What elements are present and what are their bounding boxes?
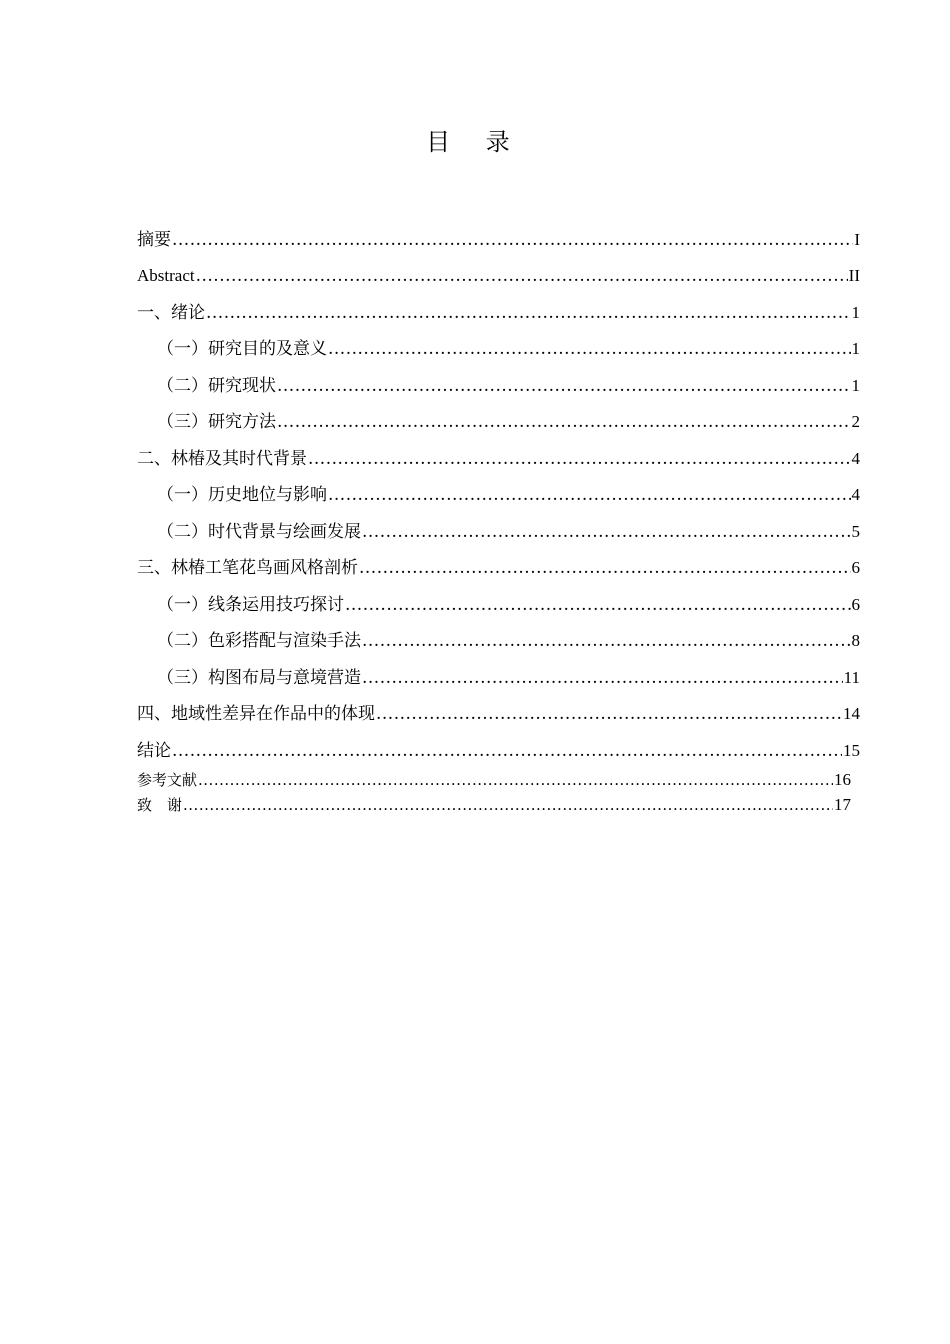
toc-entry-page: 6 (851, 594, 860, 614)
toc-entry[interactable] (137, 766, 851, 791)
table-of-contents (137, 218, 860, 816)
toc-entry-page: 17 (834, 794, 851, 814)
dot-leader (183, 794, 833, 816)
toc-entry-page: 1 (851, 302, 860, 322)
toc-entry-label: （二）研究现状 (157, 375, 276, 396)
toc-entry-page: II (848, 266, 860, 285)
toc-entry-page: 2 (851, 412, 860, 431)
toc-entry-label: （一）历史地位与影响 (157, 485, 327, 505)
toc-entry-label: 摘要 (137, 229, 171, 250)
dot-leader (362, 663, 843, 693)
toc-entry-page: 1 (851, 375, 860, 395)
toc-entry-label: 二、林椿及其时代背景 (137, 448, 307, 469)
toc-entry[interactable] (137, 218, 860, 255)
toc-subentry[interactable] (137, 401, 860, 438)
dot-leader (206, 298, 851, 328)
toc-entry-page: 1 (851, 339, 860, 358)
toc-entry-page: 5 (851, 521, 860, 541)
toc-subentry[interactable] (137, 620, 860, 657)
toc-back-matter (137, 766, 851, 816)
toc-entry-label: （一）线条运用技巧探讨 (157, 594, 344, 615)
toc-entry-label: 参考文献 (137, 770, 198, 789)
toc-entry-page: 11 (843, 667, 860, 687)
dot-leader (345, 590, 851, 620)
toc-entry-label: 一、绪论 (137, 302, 205, 323)
toc-entry-label: 结论 (137, 740, 171, 761)
toc-subentry[interactable] (137, 474, 860, 511)
toc-entry[interactable] (137, 693, 860, 730)
toc-entry-page: 16 (834, 769, 851, 789)
dot-leader (328, 334, 851, 364)
toc-entry-label: （二）时代背景与绘画发展 (157, 521, 361, 542)
toc-entry-page: 4 (851, 485, 860, 504)
dot-leader (277, 371, 851, 401)
toc-subentry[interactable] (137, 656, 860, 693)
toc-entry-page: 14 (843, 704, 860, 723)
toc-subentry[interactable] (137, 510, 860, 547)
dot-leader (308, 444, 851, 474)
toc-entry-label: 致 谢 (137, 795, 183, 814)
toc-entry[interactable] (137, 547, 860, 584)
toc-subentry[interactable] (137, 364, 860, 401)
toc-entry-label: （三）研究方法 (157, 412, 276, 432)
dot-leader (362, 517, 851, 547)
dot-leader (328, 480, 851, 510)
toc-entry-page: 8 (851, 631, 860, 650)
toc-entry-label: （三）构图布局与意境营造 (157, 667, 361, 688)
toc-entry[interactable] (137, 729, 860, 766)
dot-leader (359, 553, 851, 583)
dot-leader (172, 736, 842, 766)
toc-entry-page: 4 (851, 448, 860, 468)
toc-entry[interactable] (137, 255, 860, 292)
toc-entry[interactable] (137, 437, 860, 474)
toc-entry-page: I (854, 229, 860, 249)
toc-entry-label: （二）色彩搭配与渲染手法 (157, 631, 361, 651)
toc-entry-label: 三、林椿工笔花鸟画风格剖析 (137, 558, 358, 578)
toc-entry-label: （一）研究目的及意义 (157, 339, 327, 359)
toc-subentry[interactable] (137, 328, 860, 365)
toc-entry-label: Abstract (137, 266, 195, 285)
dot-leader (172, 225, 853, 255)
toc-entry-label: 四、地域性差异在作品中的体现 (137, 704, 375, 724)
toc-entry[interactable] (137, 291, 860, 328)
toc-entry-page: 6 (851, 558, 860, 577)
toc-subentry[interactable] (137, 583, 860, 620)
dot-leader (376, 699, 842, 729)
dot-leader (362, 626, 851, 656)
dot-leader (198, 769, 833, 791)
toc-entry-page: 15 (843, 740, 860, 760)
page-title: 目 录 (426, 128, 524, 156)
toc-entry[interactable] (137, 791, 851, 816)
dot-leader (277, 407, 851, 437)
dot-leader (196, 261, 848, 291)
